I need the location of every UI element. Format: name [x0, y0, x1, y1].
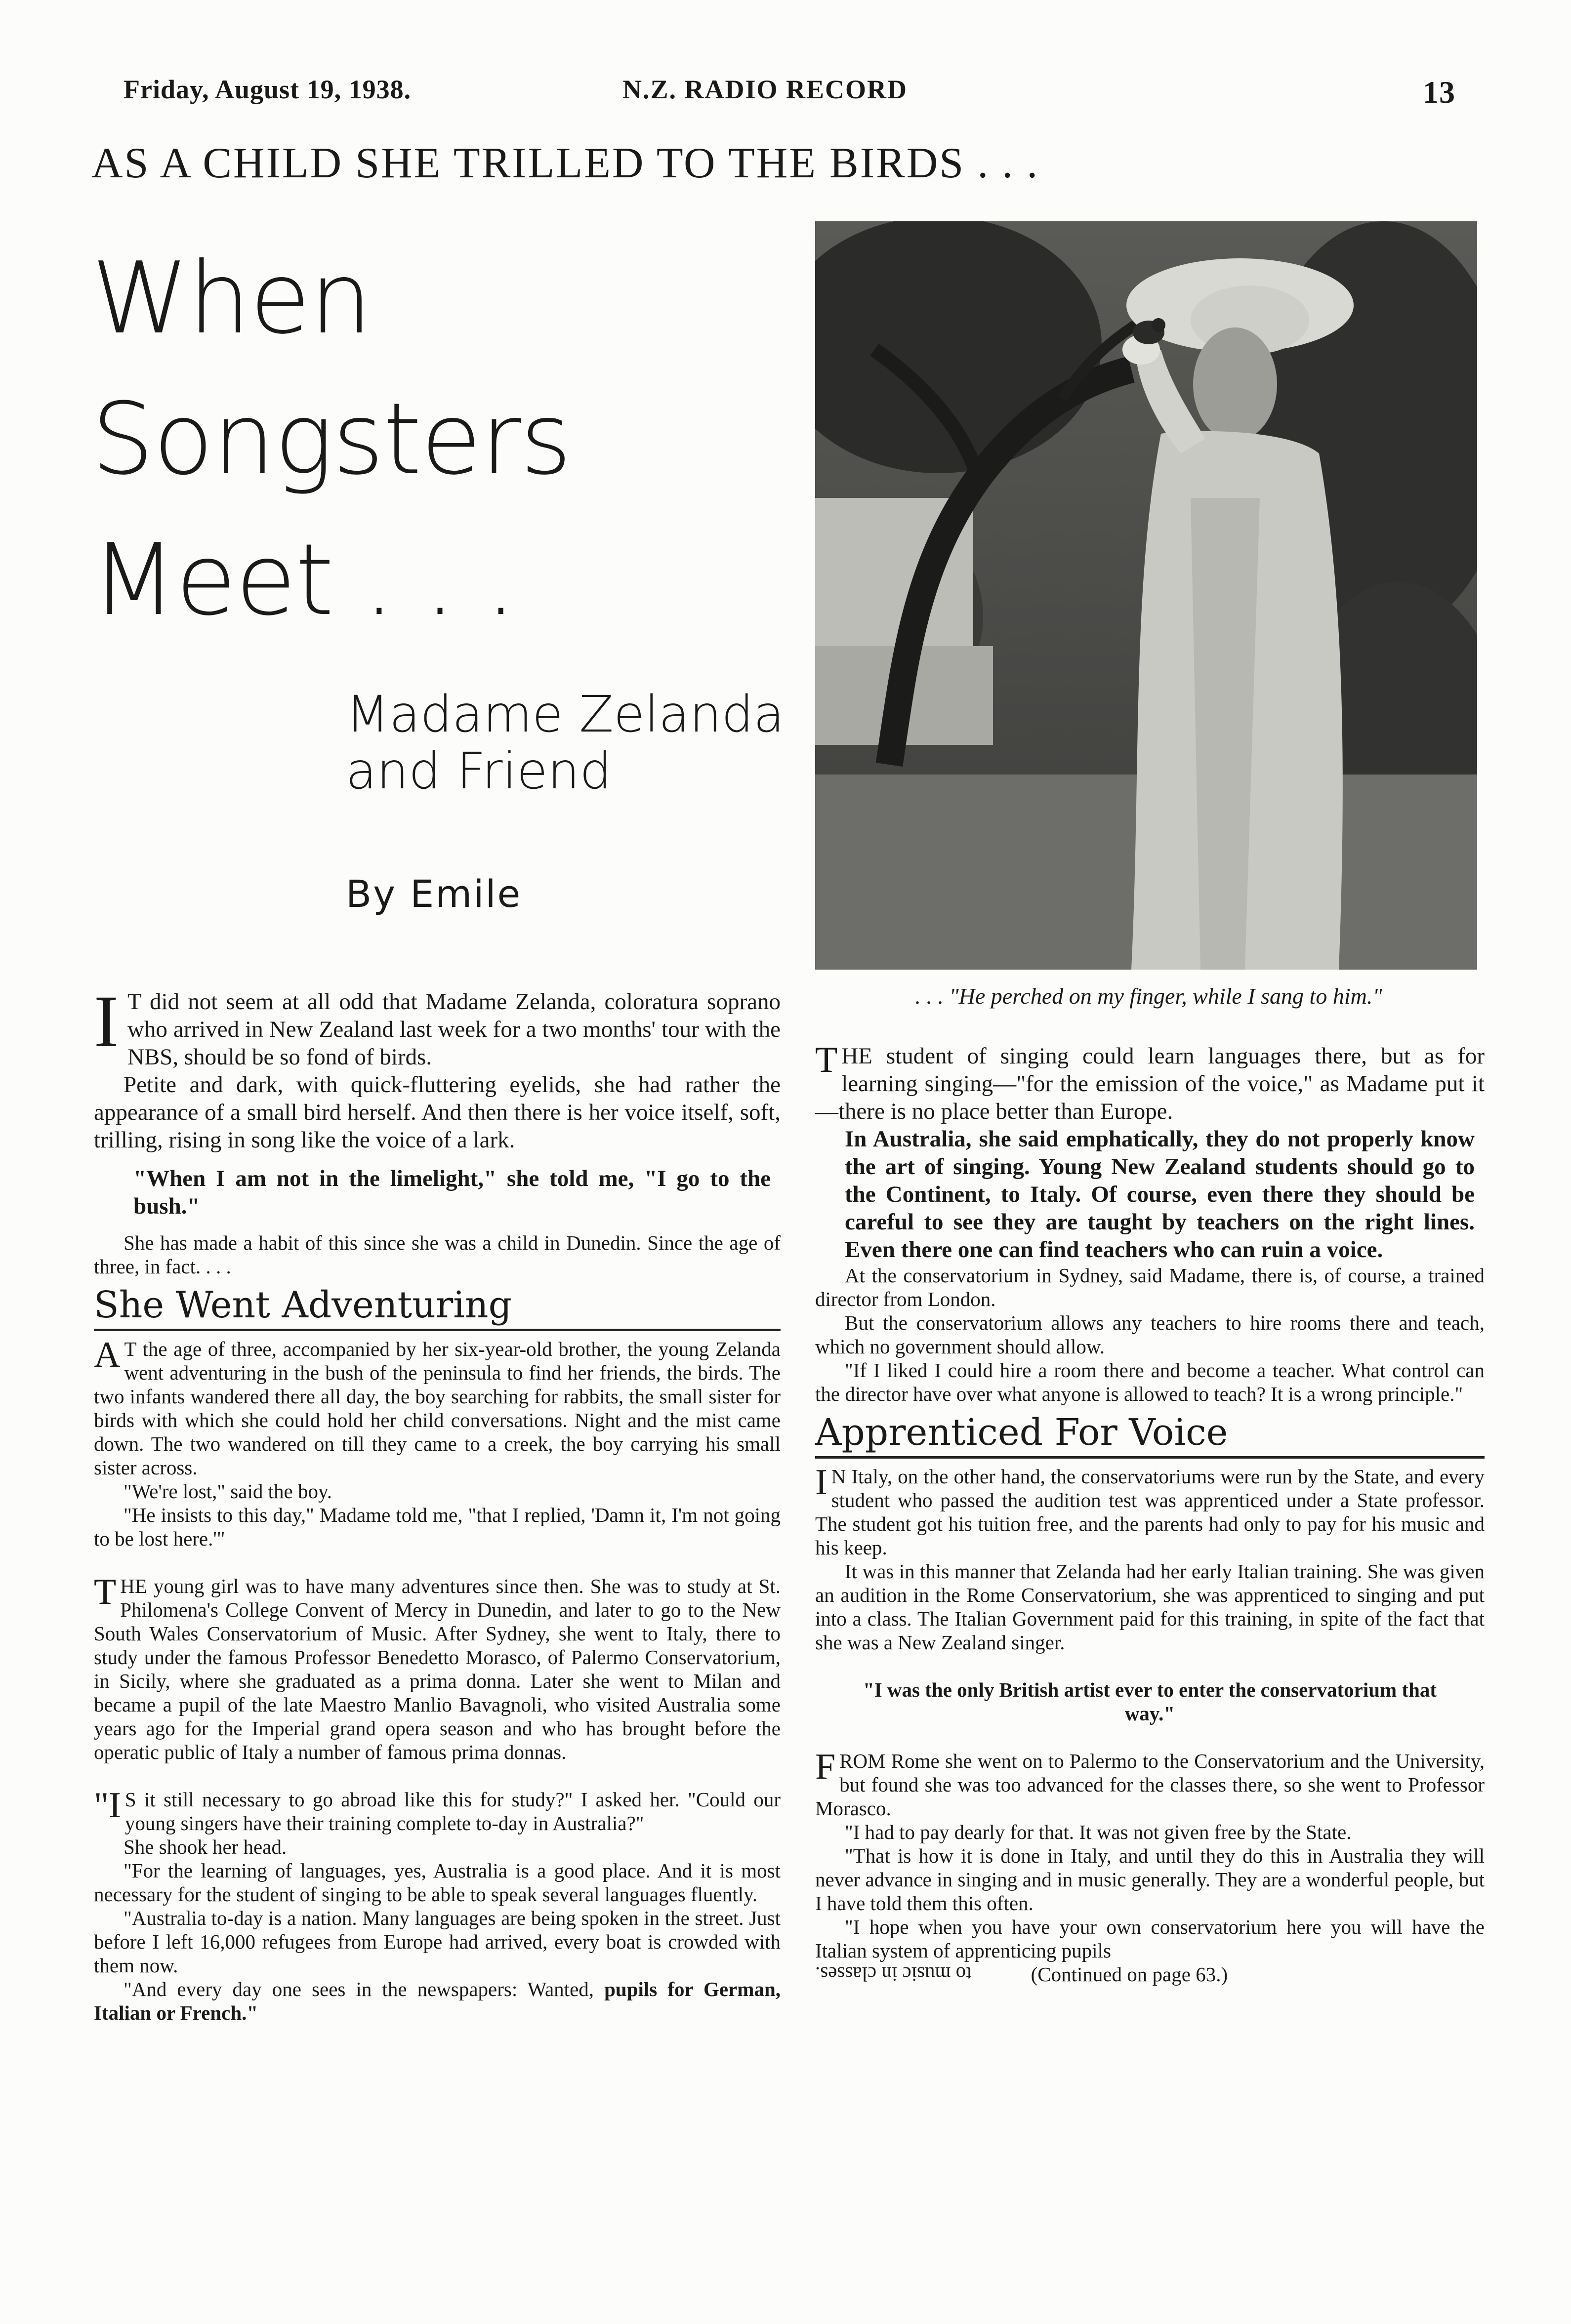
drop-cap-f: F — [815, 1747, 836, 1787]
issue-date: Friday, August 19, 1938. — [124, 75, 412, 104]
title-line-2: Songsters — [91, 382, 571, 497]
paragraph-italy — [815, 1462, 1485, 1559]
photo-caption: . . . "He perched on my finger, while I sang to him." — [915, 983, 1382, 1009]
byline: By Emile — [346, 872, 522, 916]
paragraph-insists: "He insists to this day," Madame told me, "that I replied, 'Damn it, I'm not going to be lost here.'" — [94, 1504, 781, 1550]
paragraph-done-in-italy: "That is how it is done in Italy, and until they do this in Australia they will never advance in singing and in music generally. They are a wonderful people, but I have told them this often. — [815, 1844, 1485, 1915]
drop-cap-t-right: T — [815, 1040, 838, 1080]
article-photo — [815, 221, 1477, 970]
age-of-three-text: T the age of three, accompanied by her six-year-old brother, the young Zelanda went adventuring in the bush of the peninsula to find her friends, the birds. The two infants wandered there all day, the boy searching for rabbits, the small sister for birds with which she could hold her child conversations. Night and the mist came down. The two wandered on till they came to a creek, the boy carrying his small sister across. — [94, 1338, 781, 1479]
paragraph-petite: Petite and dark, with quick-fluttering eyelids, she had rather the appearance of a small bird herself. And then there is her voice itself, soft, trilling, rising in song like the voice of a lark. — [94, 1072, 781, 1153]
paragraph-allows-teachers: But the conservatorium allows any teachers to hire rooms there and teach, which no government should allow. — [815, 1311, 1485, 1358]
student-of-singing-text: HE student of singing could learn languages there, but as for learning singing—"for the emission of the voice," as Madame put it—there is no place better than Europe. — [815, 1043, 1485, 1124]
italy-text: N Italy, on the other hand, the conservatoriums were run by the State, and every student who passed the audition test was apprenticed under a State professor. The student got his tuition free, and the parents had only to pay for his music and his keep. — [815, 1465, 1485, 1559]
paragraph-pay-dearly: "I had to pay dearly for that. It was not given free by the State. — [845, 1821, 1352, 1843]
paragraph-study-abroad — [94, 1785, 781, 1835]
drop-cap-t: T — [94, 1572, 117, 1612]
left-column — [94, 980, 781, 2025]
from-rome-text: ROM Rome she went on to Palermo to the Conservatorium and the University, but found she was too advanced for the classes there, so she went to Professor Morasco. — [815, 1750, 1485, 1820]
subtitle-line-1: Madame Zelanda — [346, 685, 785, 744]
paragraph-dunedin: She has made a habit of this since she was a child in Dunedin. Since the age of three, in fact. . . . — [94, 1231, 781, 1278]
page-number: 13 — [1423, 75, 1455, 110]
paragraph-sydney: At the conservatorium in Sydney, said Madame, there is, of course, a trained director from London. — [815, 1264, 1485, 1310]
study-abroad-text: S it still necessary to go abroad like this for study?" I asked her. "Could our young singers have their training complete to-day in Australia?" — [124, 1788, 781, 1835]
title-line-3: Meet . . . — [91, 523, 516, 638]
drop-cap-i: I — [94, 980, 119, 1062]
pull-quote-british-artist: "I was the only British artist ever to enter the conservatorium that way." — [863, 1678, 1437, 1725]
paragraph-young-girl — [94, 1574, 781, 1764]
paragraph-training: It was in this manner that Zelanda had her early Italian training. She was given an audition in the Rome Conservatorium, she was apprenticed to singing and put into a class. The Italian Government paid for this training, in spite of the fact that she was a New Zealand singer. — [815, 1560, 1485, 1654]
paragraph-newspapers — [94, 1977, 781, 2025]
newspapers-text: "And every day one sees in the newspapers: Wanted, — [124, 1978, 594, 2000]
paragraph-age-of-three — [94, 1337, 781, 1479]
paragraph-hire-room: "If I liked I could hire a room there and become a teacher. What control can the director have over what anyone is allowed to teach? It is a wrong principle." — [815, 1359, 1485, 1405]
publication-name: N.Z. RADIO RECORD — [622, 75, 908, 104]
pull-quote-limelight: "When I am not in the limelight," she told me, "I go to the bush." — [133, 1166, 771, 1219]
subhead-she-went-adventuring: She Went Adventuring — [94, 1285, 781, 1331]
kicker-headline: AS A CHILD SHE TRILLED TO THE BIRDS . . . — [91, 139, 1039, 187]
newspapers-bold-text: pupils for German, Italian or French." — [94, 1978, 781, 2024]
paragraph-from-rome — [815, 1749, 1485, 1820]
photo-illustration — [815, 221, 1477, 970]
title-line-1: When — [91, 241, 372, 356]
column-footer — [815, 1962, 1485, 1986]
paragraph-own-conservatorium: "I hope when you have your own conservatorium here you will have the Italian system of apprenticing pupils — [815, 1916, 1485, 1962]
bold-paragraph-australia: In Australia, she said emphatically, they do not properly know the art of singing. Young New Zealand students should go to the Continent, to Italy. Of course, even there they should be careful to see they are taught by teachers on the right lines. Even there one can find teachers who can ruin a voice. — [845, 1126, 1475, 1263]
paragraph-languages: "For the learning of languages, yes, Australia is a good place. And it is most necessary for the student of singing to be able to speak several languages fluently. — [94, 1859, 781, 1906]
paragraph-nation: "Australia to-day is a nation. Many languages are being spoken in the street. Just before I left 16,000 refugees from Europe had arrived, every boat is crowded with them now. — [94, 1907, 781, 1977]
drop-cap-is: "I — [94, 1785, 121, 1826]
drop-cap-i-right: I — [815, 1462, 827, 1503]
intro-text: T did not seem at all odd that Madame Zelanda, coloratura soprano who arrived in New Zealand last week for a two months' tour with the NBS, should be so fond of birds. — [127, 989, 781, 1070]
continued-notice: (Continued on page 63.) — [1031, 1963, 1228, 1986]
young-girl-text: HE young girl was to have many adventures since then. She was to study at St. Philomena's College Convent of Mercy in Dunedin, and later to go to the New South Wales Conservatorium of Music. After Sydney, she went to Italy, there to study under the famous Professor Benedetto Morasco, of Palermo Conservatorium, in Sicily, where she graduated as a prima donna. Later she went to Milan and became a pupil of the late Maestro Manlio Bavagnoli, who visited Australia some years ago for the Imperial grand opera season and who has brought before the operatic public of Italy a number of famous prima donnas. — [94, 1575, 781, 1763]
inverted-type-fragment: to music in classes. — [815, 1963, 972, 1986]
drop-cap-a: A — [94, 1335, 121, 1375]
intro-paragraph — [94, 980, 781, 1071]
right-column — [815, 1042, 1485, 1986]
subtitle-line-2: and Friend — [346, 742, 612, 801]
paragraph-shook-head: She shook her head. — [124, 1835, 287, 1858]
paragraph-were-lost: "We're lost," said the boy. — [124, 1480, 332, 1503]
subhead-apprenticed-for-voice: Apprenticed For Voice — [815, 1413, 1485, 1459]
paragraph-student-of-singing — [815, 1042, 1485, 1125]
